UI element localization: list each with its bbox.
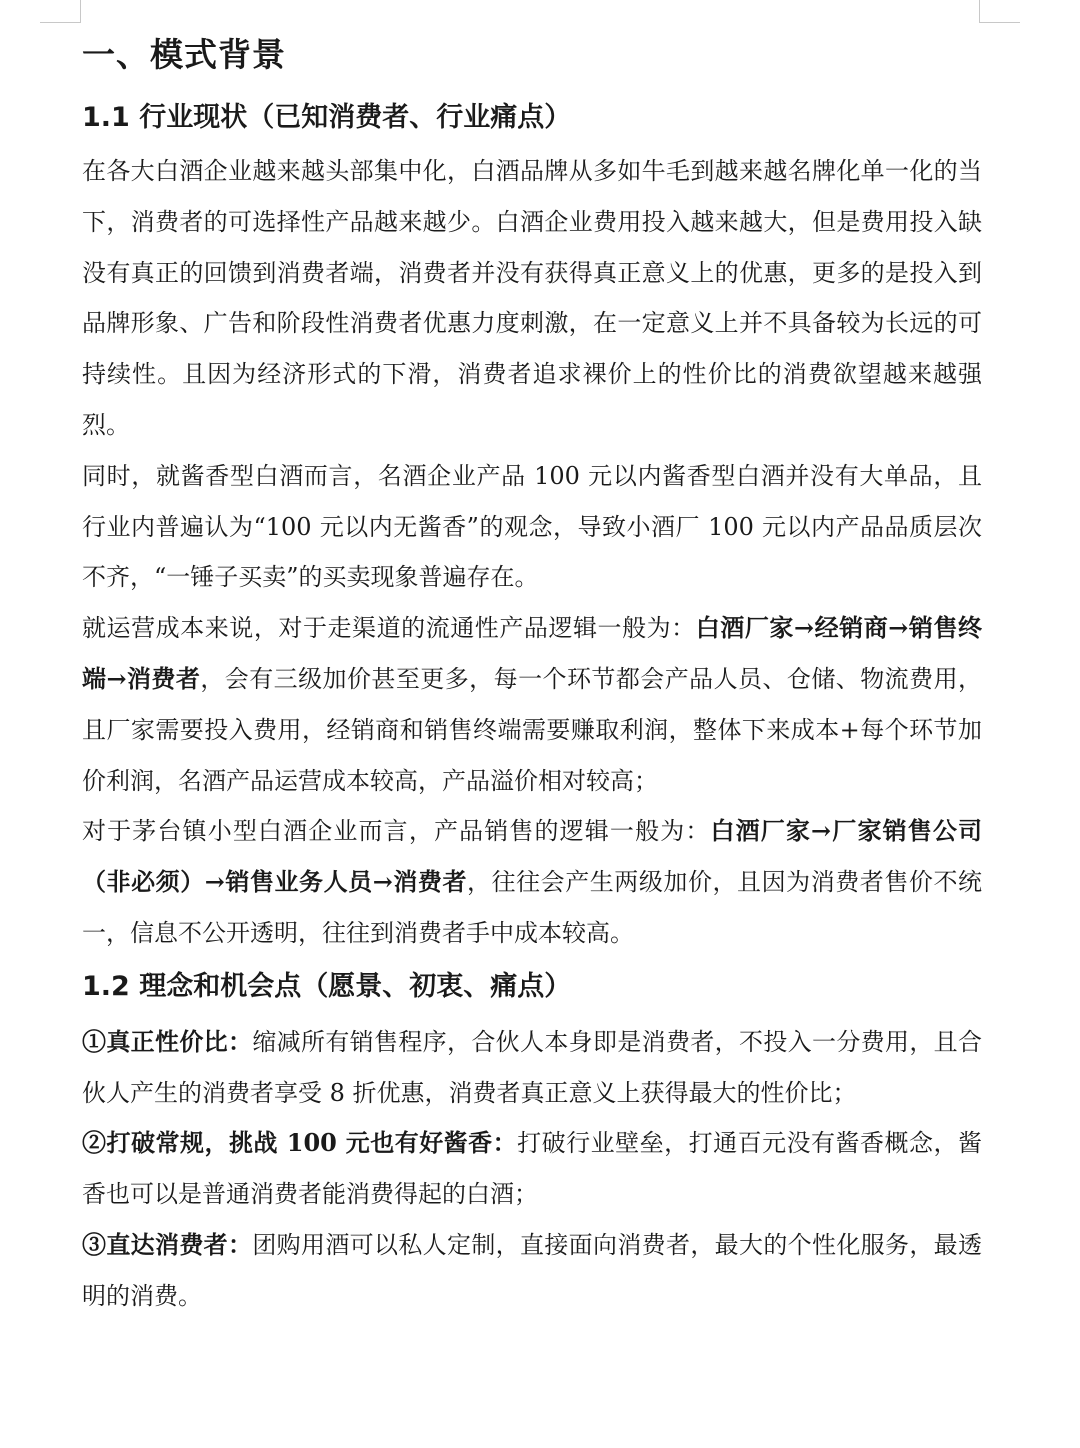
document-page [82, 30, 982, 1322]
paragraph-3-channel-chain: 白酒厂家→经销商→销售终端→消费者 [82, 613, 983, 693]
point-3-text: 团购用酒可以私人定制，直接面向消费者，最大的个性化服务，最透明的消费。 [82, 1230, 983, 1310]
paragraph-4-tail: ，往往会产生两级加价，且因为消费者售价不统一，信息不公开透明，往往到消费者手中成本较高。 [82, 868, 983, 947]
section-1-paragraph-4 [82, 806, 982, 958]
section-1-paragraph-3 [82, 603, 982, 806]
page-corner-mark-left [40, 0, 81, 23]
section-1-paragraph-2: 同时，就酱香型白酒而言，名酒企业产品 100 元以内酱香型白酒并没有大单品，且行业内普遍认为“100 元以内无酱香”的观念，导致小酒厂 100 元以内产品品质层次不齐，“一锤子买卖”的买卖现象普遍存在。 [82, 461, 982, 592]
point-1-text: 缩减所有销售程序，合伙人本身即是消费者，不投入一分费用，且合伙人产生的消费者享受 8 折优惠，消费者真正意义上获得最大的性价比； [82, 1027, 983, 1107]
point-2-label: ②打破常规，挑战 100 元也有好酱香： [82, 1128, 518, 1158]
paragraph-4-lead: 对于茅台镇小型白酒企业而言，产品销售的逻辑一般为： [82, 817, 711, 846]
section-2-title: 1.2 理念和机会点（愿景、初衷、痛点） [82, 970, 572, 1002]
paragraph-3-tail: ，会有三级加价甚至更多，每一个环节都会产品人员、仓储、物流费用，且厂家需要投入费用，经销商和销售终端需要赚取利润，整体下来成本+每个环节加价利润，名酒产品运营成本较高，产品溢价相对较高； [82, 664, 983, 795]
point-3-label: ③直达消费者： [82, 1229, 253, 1259]
point-1-label: ①真正性价比： [82, 1026, 253, 1056]
section-1-paragraph-1: 在各大白酒企业越来越头部集中化，白酒品牌从多如牛毛到越来越名牌化单一化的当下，消费者的可选择性产品越来越少。白酒企业费用投入越来越大，但是费用投入缺没有真正的回馈到消费者端，消费者并没有获得真正意义上的优惠，更多的是投入到品牌形象、广告和阶段性消费者优惠力度刺激，在一定意义上并不具备较为长远的可持续性。且因为经济形式的下滑，消费者追求裸价上的性价比的消费欲望越来越强烈。 [82, 157, 982, 439]
page-corner-mark-right [979, 0, 1020, 23]
paragraph-4-channel-chain: 白酒厂家→厂家销售公司（非必须）→销售业务人员→消费者 [82, 816, 983, 897]
point-1 [82, 1017, 982, 1119]
point-2 [82, 1118, 982, 1220]
paragraph-3-lead: 就运营成本来说，对于走渠道的流通性产品逻辑一般为： [82, 614, 696, 643]
point-2-text: 打破行业壁垒，打通百元没有酱香概念，酱香也可以是普通消费者能消费得起的白酒； [82, 1129, 982, 1209]
section-1-title: 1.1 行业现状（已知消费者、行业痛点） [82, 102, 572, 133]
point-3 [82, 1220, 982, 1322]
page-title: 一、模式背景 [82, 35, 286, 74]
